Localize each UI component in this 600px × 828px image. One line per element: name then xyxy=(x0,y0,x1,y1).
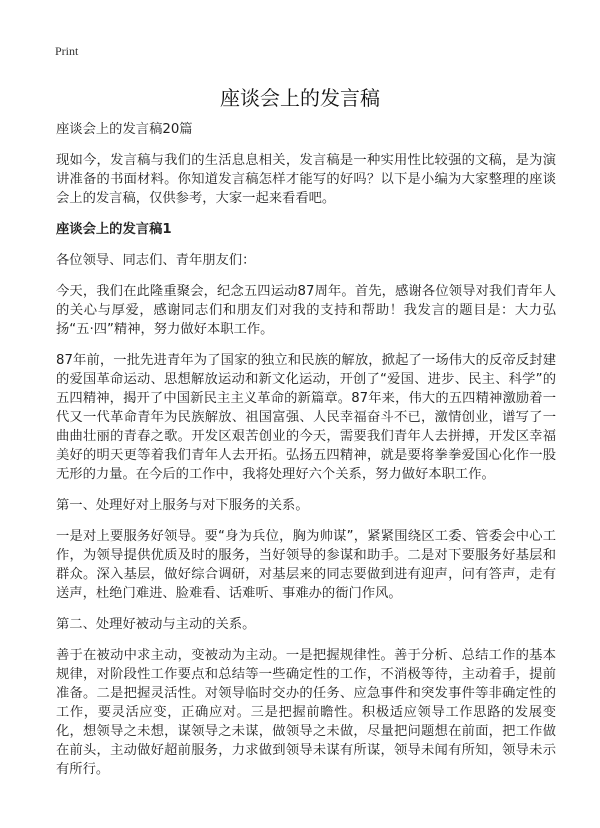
document-body xyxy=(56,120,556,791)
page-title: 座谈会上的发言稿 xyxy=(220,86,380,110)
history-paragraph: 87年前，一批先进青年为了国家的独立和民族的解放，掀起了一场伟大的反帝反封建的爱国革命运动、思想解放运动和新文化运动，开创了“爱国、进步、民主、科学”的五四精神，揭开了中国新民主主义革命的新篇章。87年来，伟大的五四精神激励着一代又一代革命青年为民族解放、祖国富强、人民幸福奋斗不已，激情创业，谱写了一曲曲壮丽的青春之歌。开发区艰苦创业的今天，需要我们青年人去拼搏，开发区幸福美好的明天更等着我们青年人去开拓。弘扬五四精神，就是要将拳拳爱国心化作一股无形的力量。在今后的工作中，我将处理好六个关系，努力做好本职工作。 xyxy=(56,353,556,482)
point-one-paragraph: 一是对上要服务好领导。要“身为兵位，胸为帅谋”，紧紧围绕区工委、管委会中心工作，为领导提供优质及时的服务，当好领导的参谋和助手。二是对下要服务好基层和群众。深入基层，做好综合调研，对基层来的同志要做到进有迎声，问有答声，走有送声，杜绝门难进、脸难看、话难听、事难办的衙门作风。 xyxy=(56,529,556,601)
point-two-heading: 第二、处理好被动与主动的关系。 xyxy=(56,617,256,632)
salutation-paragraph: 各位领导、同志们、青年朋友们： xyxy=(56,253,256,268)
intro-paragraph: 现如今，发言稿与我们的生活息息相关，发言稿是一种实用性比较强的文稿，是为演讲准备的书面材料。你知道发言稿怎样才能写的好吗？以下是小编为大家整理的座谈会上的发言稿，仅供参考，大家一起来看看吧。 xyxy=(56,153,556,206)
point-two-paragraph: 善于在被动中求主动，变被动为主动。一是把握规律性。善于分析、总结工作的基本规律，对阶段性工作要点和总结等一些确定性的工作，不消极等待，主动着手，提前准备。二是把握灵活性。对领导临时交办的任务、应急事件和突发事件等非确定性的工作，要灵活应变，正确应对。三是把握前瞻性。积极适应领导工作思路的发展变化，想领导之未想，谋领导之未谋，做领导之未做，尽量把问题想在前面，把工作做在前头，主动做好超前服务，力求做到领导未谋有所谋，领导未闻有所知，领导未示有所行。 xyxy=(56,648,556,777)
opening-paragraph: 今天，我们在此隆重聚会，纪念五四运动87周年。首先，感谢各位领导对我们青年人的关心与厚爱，感谢同志们和朋友们对我的支持和帮助！我发言的题目是：大力弘扬“五·四”精神，努力做好本职工作。 xyxy=(56,284,556,337)
print-link[interactable]: Print xyxy=(55,44,79,58)
section-heading: 座谈会上的发言稿1 xyxy=(56,222,172,237)
point-one-heading: 第一、处理好对上服务与对下服务的关系。 xyxy=(56,498,309,513)
document-subtitle: 座谈会上的发言稿20篇 xyxy=(56,122,193,137)
